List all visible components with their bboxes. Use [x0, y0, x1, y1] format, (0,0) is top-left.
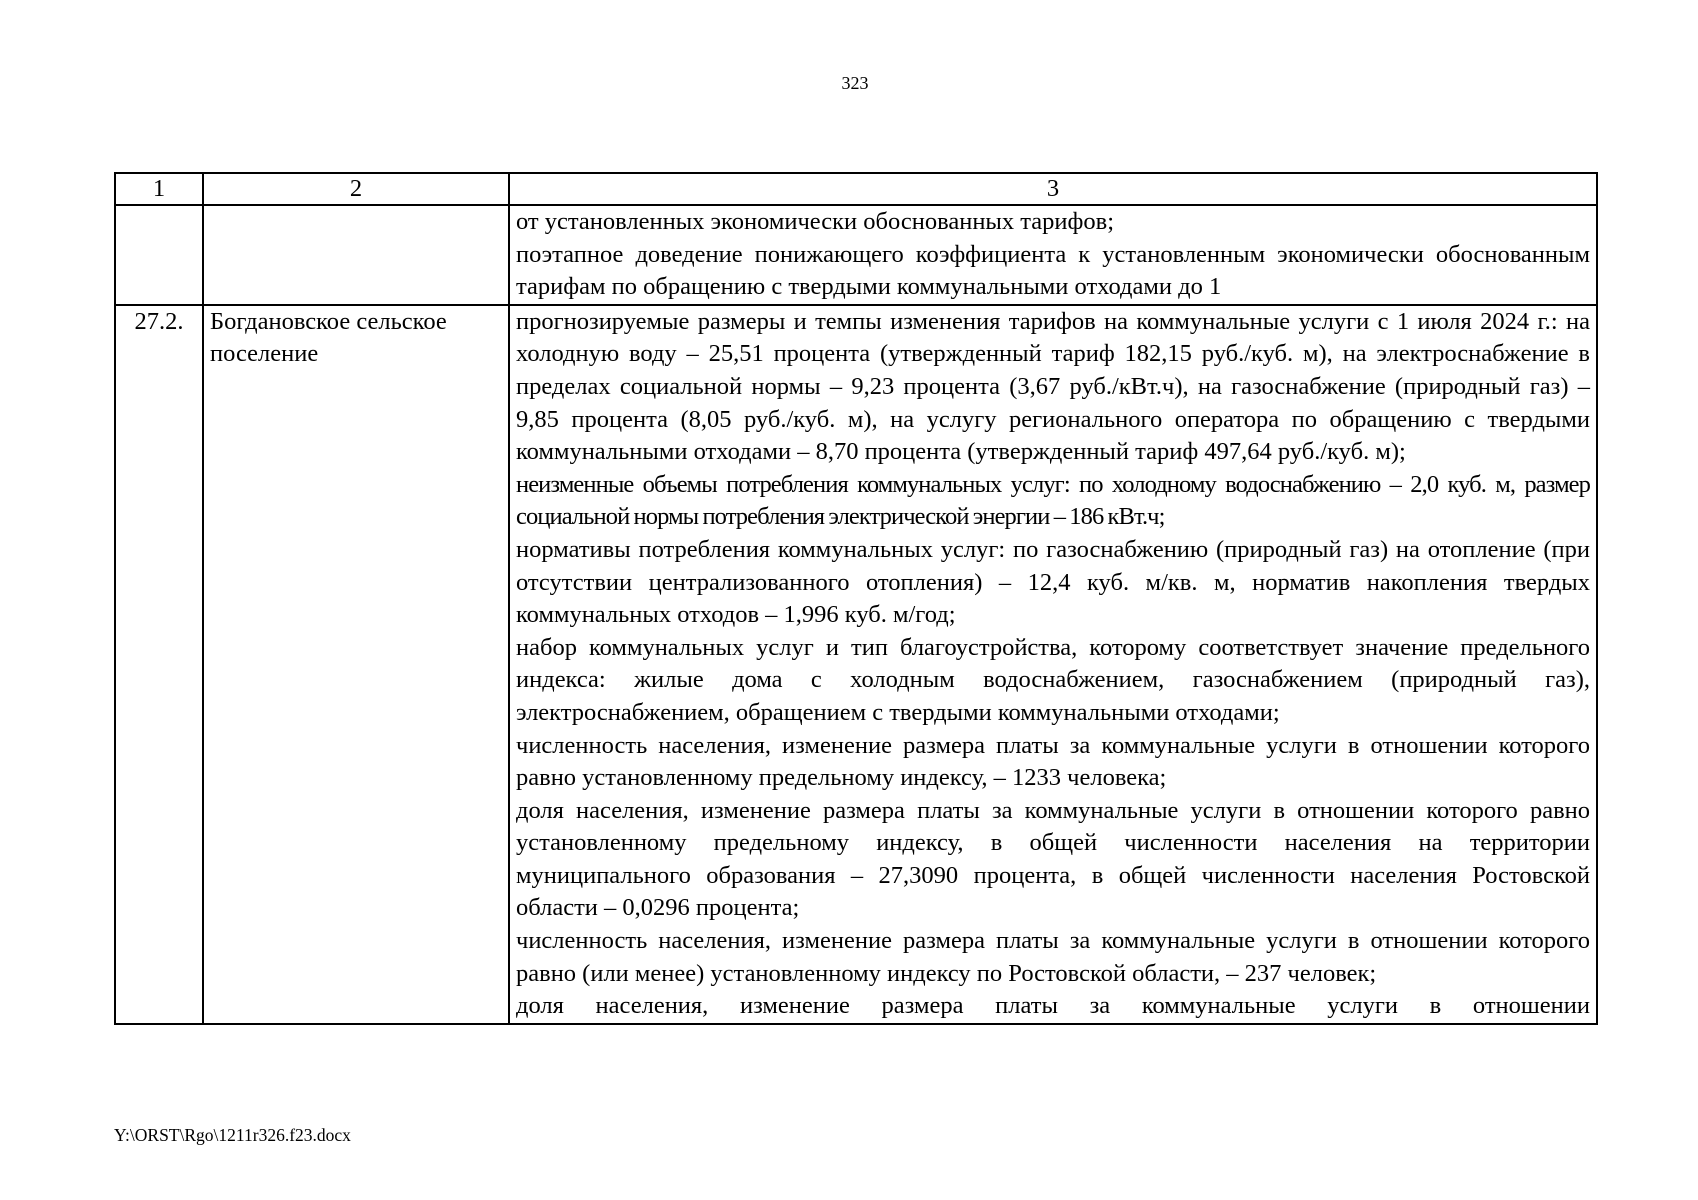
continuation-text-cell [509, 205, 1597, 305]
text-paragraph: доля населения, изменение размера платы за коммунальные услуги в отношении [516, 992, 1590, 1020]
header-col-2: 2 [203, 173, 509, 205]
text-paragraph: доля населения, изменение размера платы за коммунальные услуги в отношении которого равно установленному предельному индексу, в общей численности населения на территории муниципального образования – 27,3090 процента, в общей численности населения Ростовской области – 0,0296 процента; [516, 796, 1590, 922]
text-paragraph: поэтапное доведение понижающего коэффициента к установленным экономически обоснованным тарифам по обращению с твердыми коммунальными отходами до 1 [516, 240, 1590, 301]
text-paragraph: неизменные объемы потребления коммунальных услуг: по холодному водоснабжению – 2,0 куб. м, размер социальной нормы потребления электрической энергии – 186 кВт.ч; [516, 470, 1590, 531]
table-row-continuation [115, 205, 1597, 305]
continuation-number-cell [115, 205, 203, 305]
footer-file-path: Y:\ORST\Rgo\1211r326.f23.docx [114, 1125, 351, 1145]
header-col-3: 3 [509, 173, 1597, 205]
text-paragraph: набор коммунальных услуг и тип благоустройства, которому соответствует значение предельного индекса: жилые дома с холодным водоснабжением, газоснабжением (природный газ), электроснабжением, обращением с твердыми коммунальными отходами; [516, 633, 1590, 726]
continuation-name-cell [203, 205, 509, 305]
header-col-1: 1 [115, 173, 203, 205]
table-header-row [115, 173, 1597, 205]
table-row-27-2 [115, 305, 1597, 1024]
text-paragraph: прогнозируемые размеры и темпы изменения тарифов на коммунальные услуги с 1 июля 2024 г.: на холодную воду – 25,51 процента (утвержденный тариф 182,15 руб./куб. м), на электроснабжение в пределах социальной нормы – 9,23 процента (3,67 руб./кВт.ч), на газоснабжение (природный газ) – 9,85 процента (8,05 руб./куб. м), на услугу регионального оператора по обращению с твердыми коммунальными отходами – 8,70 процента (утвержденный тариф 497,64 руб./куб. м); [516, 307, 1590, 466]
page-number: 323 [841, 73, 869, 93]
settlement-name: Богдановское сельское поселение [203, 305, 509, 1024]
text-paragraph: от установленных экономически обоснованных тарифов; [516, 208, 1115, 235]
text-paragraph: численность населения, изменение размера платы за коммунальные услуги в отношении которого равно установленному предельному индексу, – 1233 человека; [516, 731, 1590, 792]
text-paragraph: нормативы потребления коммунальных услуг: по газоснабжению (природный газ) на отопление (при отсутствии централизованного отопления) – 12,4 куб. м/кв. м, норматив накопления твердых коммунальных отходов – 1,996 куб. м/год; [516, 535, 1590, 629]
row-text-cell [509, 305, 1597, 1024]
text-paragraph: численность населения, изменение размера платы за коммунальные услуги в отношении которого равно (или менее) установленному индексу по Ростовской области, – 237 человек; [516, 927, 1590, 987]
tariff-table [114, 172, 1598, 1025]
row-number: 27.2. [115, 305, 203, 1024]
